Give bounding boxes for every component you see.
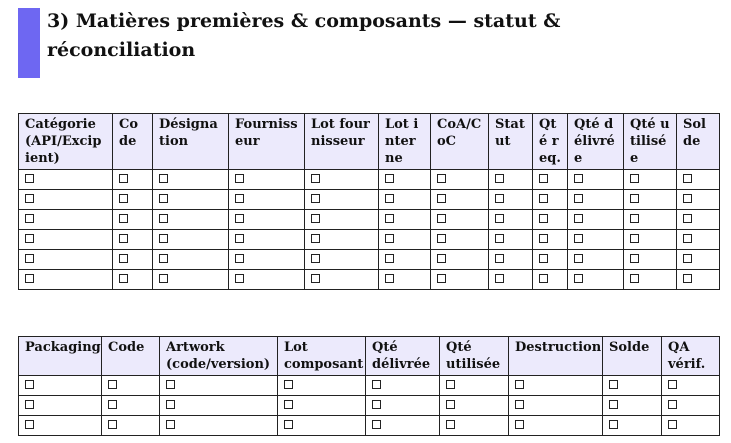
checkbox-icon[interactable] bbox=[385, 194, 394, 203]
table-cell bbox=[509, 376, 603, 396]
table-cell bbox=[366, 396, 440, 416]
table-cell bbox=[379, 170, 431, 190]
checkbox-icon[interactable] bbox=[25, 274, 34, 283]
section-title: 3) Matières premières & composants — statut & réconciliation bbox=[47, 10, 561, 61]
table-cell bbox=[624, 270, 677, 290]
checkbox-icon[interactable] bbox=[284, 380, 293, 389]
checkbox-icon[interactable] bbox=[284, 400, 293, 409]
table-cell bbox=[19, 210, 113, 230]
table-cell bbox=[568, 210, 624, 230]
table-cell bbox=[662, 416, 720, 436]
checkbox-icon[interactable] bbox=[574, 274, 583, 283]
checkbox-icon[interactable] bbox=[515, 420, 524, 429]
checkbox-icon[interactable] bbox=[235, 274, 244, 283]
table-cell bbox=[603, 416, 662, 436]
table-cell bbox=[431, 270, 489, 290]
checkbox-icon[interactable] bbox=[630, 174, 639, 183]
checkbox-icon[interactable] bbox=[683, 194, 692, 203]
checkbox-icon[interactable] bbox=[609, 400, 618, 409]
table-cell bbox=[509, 396, 603, 416]
checkbox-icon[interactable] bbox=[311, 214, 320, 223]
column-header: Solde bbox=[677, 114, 720, 170]
table-cell bbox=[229, 270, 305, 290]
table-cell bbox=[624, 170, 677, 190]
table-cell bbox=[305, 270, 379, 290]
checkbox-icon[interactable] bbox=[25, 380, 34, 389]
checkbox-icon[interactable] bbox=[311, 234, 320, 243]
table-cell bbox=[568, 170, 624, 190]
table-cell bbox=[533, 190, 568, 210]
table-cell bbox=[677, 230, 720, 250]
checkbox-icon[interactable] bbox=[437, 234, 446, 243]
checkbox-icon[interactable] bbox=[235, 234, 244, 243]
checkbox-icon[interactable] bbox=[385, 234, 394, 243]
table-cell bbox=[102, 416, 160, 436]
table-cell bbox=[229, 210, 305, 230]
table-cell bbox=[153, 170, 229, 190]
checkbox-icon[interactable] bbox=[372, 420, 381, 429]
column-header: Destruction bbox=[509, 337, 603, 376]
table-cell bbox=[229, 230, 305, 250]
checkbox-icon[interactable] bbox=[574, 174, 583, 183]
checkbox-icon[interactable] bbox=[539, 194, 548, 203]
table-cell bbox=[305, 190, 379, 210]
checkbox-icon[interactable] bbox=[25, 234, 34, 243]
table-cell bbox=[305, 170, 379, 190]
checkbox-icon[interactable] bbox=[119, 194, 128, 203]
checkbox-icon[interactable] bbox=[495, 194, 504, 203]
table-cell bbox=[229, 250, 305, 270]
table-cell bbox=[113, 230, 153, 250]
column-header: Qté utilisée bbox=[440, 337, 509, 376]
checkbox-icon[interactable] bbox=[284, 420, 293, 429]
table-cell bbox=[677, 270, 720, 290]
table-row bbox=[19, 170, 720, 190]
table-cell bbox=[568, 190, 624, 210]
column-header: Lot fournisseur bbox=[305, 114, 379, 170]
table-row bbox=[19, 210, 720, 230]
table-cell bbox=[379, 210, 431, 230]
table-cell bbox=[568, 230, 624, 250]
checkbox-icon[interactable] bbox=[108, 420, 117, 429]
table-cell bbox=[379, 270, 431, 290]
checkbox-icon[interactable] bbox=[495, 214, 504, 223]
table-cell bbox=[19, 250, 113, 270]
table-cell bbox=[153, 190, 229, 210]
table-cell bbox=[440, 416, 509, 436]
table-cell bbox=[568, 250, 624, 270]
table-cell bbox=[113, 190, 153, 210]
table-cell bbox=[19, 376, 102, 396]
section-accent-bar bbox=[18, 8, 40, 78]
checkbox-icon[interactable] bbox=[539, 214, 548, 223]
checkbox-icon[interactable] bbox=[159, 174, 168, 183]
column-header: Qté req. bbox=[533, 114, 568, 170]
table-cell bbox=[431, 170, 489, 190]
column-header: Catégorie (API/Excipient) bbox=[19, 114, 113, 170]
checkbox-icon[interactable] bbox=[311, 174, 320, 183]
checkbox-icon[interactable] bbox=[539, 254, 548, 263]
checkbox-icon[interactable] bbox=[311, 194, 320, 203]
table-cell bbox=[431, 250, 489, 270]
checkbox-icon[interactable] bbox=[495, 234, 504, 243]
table-row bbox=[19, 396, 720, 416]
table-cell bbox=[431, 210, 489, 230]
checkbox-icon[interactable] bbox=[385, 254, 394, 263]
packaging-header-row bbox=[19, 337, 720, 376]
checkbox-icon[interactable] bbox=[119, 254, 128, 263]
column-header: Solde bbox=[603, 337, 662, 376]
table-cell bbox=[102, 376, 160, 396]
checkbox-icon[interactable] bbox=[159, 194, 168, 203]
table-cell bbox=[533, 210, 568, 230]
checkbox-icon[interactable] bbox=[25, 214, 34, 223]
checkbox-icon[interactable] bbox=[108, 380, 117, 389]
checkbox-icon[interactable] bbox=[683, 214, 692, 223]
table-cell bbox=[153, 250, 229, 270]
checkbox-icon[interactable] bbox=[437, 274, 446, 283]
checkbox-icon[interactable] bbox=[515, 400, 524, 409]
table-cell bbox=[662, 376, 720, 396]
checkbox-icon[interactable] bbox=[235, 194, 244, 203]
table-cell bbox=[113, 250, 153, 270]
table-cell bbox=[153, 270, 229, 290]
checkbox-icon[interactable] bbox=[683, 174, 692, 183]
table-cell bbox=[624, 210, 677, 230]
table-cell bbox=[113, 170, 153, 190]
column-header: Désignation bbox=[153, 114, 229, 170]
checkbox-icon[interactable] bbox=[159, 254, 168, 263]
checkbox-icon[interactable] bbox=[437, 194, 446, 203]
table-cell bbox=[677, 170, 720, 190]
checkbox-icon[interactable] bbox=[539, 234, 548, 243]
table-cell bbox=[662, 396, 720, 416]
checkbox-icon[interactable] bbox=[630, 254, 639, 263]
table-cell bbox=[379, 190, 431, 210]
checkbox-icon[interactable] bbox=[235, 254, 244, 263]
checkbox-icon[interactable] bbox=[539, 274, 548, 283]
table-cell bbox=[533, 270, 568, 290]
table-cell bbox=[489, 170, 533, 190]
column-header: Qté délivrée bbox=[568, 114, 624, 170]
table-cell bbox=[366, 416, 440, 436]
table-cell bbox=[624, 230, 677, 250]
table-cell bbox=[489, 270, 533, 290]
table-cell bbox=[509, 416, 603, 436]
column-header: Statut bbox=[489, 114, 533, 170]
checkbox-icon[interactable] bbox=[119, 274, 128, 283]
checkbox-icon[interactable] bbox=[446, 380, 455, 389]
checkbox-icon[interactable] bbox=[25, 174, 34, 183]
checkbox-icon[interactable] bbox=[166, 420, 175, 429]
column-header: Lot composant bbox=[278, 337, 366, 376]
table-cell bbox=[677, 250, 720, 270]
column-header: Fournisseur bbox=[229, 114, 305, 170]
checkbox-icon[interactable] bbox=[25, 254, 34, 263]
checkbox-icon[interactable] bbox=[437, 174, 446, 183]
column-header: Code bbox=[113, 114, 153, 170]
table-row bbox=[19, 230, 720, 250]
table-cell bbox=[366, 376, 440, 396]
table-cell bbox=[677, 210, 720, 230]
checkbox-icon[interactable] bbox=[166, 400, 175, 409]
table-cell bbox=[113, 270, 153, 290]
table-cell bbox=[489, 190, 533, 210]
checkbox-icon[interactable] bbox=[609, 420, 618, 429]
table-cell bbox=[379, 230, 431, 250]
column-header: Code bbox=[102, 337, 160, 376]
table-cell bbox=[19, 170, 113, 190]
checkbox-icon[interactable] bbox=[495, 274, 504, 283]
materials-reconciliation-table bbox=[18, 113, 720, 290]
table-cell bbox=[603, 376, 662, 396]
checkbox-icon[interactable] bbox=[119, 234, 128, 243]
column-header: Packaging bbox=[19, 337, 102, 376]
checkbox-icon[interactable] bbox=[683, 254, 692, 263]
table-cell bbox=[603, 396, 662, 416]
column-header: Lot interne bbox=[379, 114, 431, 170]
table-cell bbox=[19, 270, 113, 290]
table-cell bbox=[19, 416, 102, 436]
checkbox-icon[interactable] bbox=[372, 400, 381, 409]
checkbox-icon[interactable] bbox=[668, 400, 677, 409]
table-cell bbox=[379, 250, 431, 270]
checkbox-icon[interactable] bbox=[119, 174, 128, 183]
table-cell bbox=[278, 396, 366, 416]
checkbox-icon[interactable] bbox=[630, 214, 639, 223]
table-cell bbox=[305, 230, 379, 250]
table-cell bbox=[19, 190, 113, 210]
table-cell bbox=[278, 416, 366, 436]
materials-header-row bbox=[19, 114, 720, 170]
checkbox-icon[interactable] bbox=[683, 274, 692, 283]
checkbox-icon[interactable] bbox=[385, 174, 394, 183]
checkbox-icon[interactable] bbox=[372, 380, 381, 389]
checkbox-icon[interactable] bbox=[668, 380, 677, 389]
table-cell bbox=[624, 190, 677, 210]
checkbox-icon[interactable] bbox=[311, 254, 320, 263]
table-cell bbox=[624, 250, 677, 270]
checkbox-icon[interactable] bbox=[25, 420, 34, 429]
column-header: Artwork (code/version) bbox=[160, 337, 278, 376]
table-row bbox=[19, 270, 720, 290]
checkbox-icon[interactable] bbox=[495, 254, 504, 263]
table-row bbox=[19, 376, 720, 396]
checkbox-icon[interactable] bbox=[630, 194, 639, 203]
checkbox-icon[interactable] bbox=[108, 400, 117, 409]
checkbox-icon[interactable] bbox=[159, 274, 168, 283]
checkbox-icon[interactable] bbox=[574, 214, 583, 223]
table-cell bbox=[533, 250, 568, 270]
column-header: QA vérif. bbox=[662, 337, 720, 376]
checkbox-icon[interactable] bbox=[235, 214, 244, 223]
checkbox-icon[interactable] bbox=[495, 174, 504, 183]
checkbox-icon[interactable] bbox=[385, 214, 394, 223]
column-header: Qté utilisée bbox=[624, 114, 677, 170]
table-cell bbox=[229, 190, 305, 210]
table-cell bbox=[229, 170, 305, 190]
table-cell bbox=[305, 250, 379, 270]
checkbox-icon[interactable] bbox=[515, 380, 524, 389]
checkbox-icon[interactable] bbox=[446, 400, 455, 409]
table-row bbox=[19, 250, 720, 270]
table-cell bbox=[533, 230, 568, 250]
checkbox-icon[interactable] bbox=[630, 274, 639, 283]
packaging-reconciliation-table bbox=[18, 336, 720, 436]
checkbox-icon[interactable] bbox=[446, 420, 455, 429]
table-cell bbox=[489, 250, 533, 270]
column-header: CoA/CoC bbox=[431, 114, 489, 170]
table-cell bbox=[305, 210, 379, 230]
checkbox-icon[interactable] bbox=[25, 194, 34, 203]
checkbox-icon[interactable] bbox=[159, 214, 168, 223]
checkbox-icon[interactable] bbox=[609, 380, 618, 389]
checkbox-icon[interactable] bbox=[166, 380, 175, 389]
table-row bbox=[19, 190, 720, 210]
checkbox-icon[interactable] bbox=[539, 174, 548, 183]
table-cell bbox=[19, 396, 102, 416]
table-cell bbox=[568, 270, 624, 290]
table-cell bbox=[153, 210, 229, 230]
checkbox-icon[interactable] bbox=[311, 274, 320, 283]
table-cell bbox=[153, 230, 229, 250]
table-cell bbox=[489, 230, 533, 250]
checkbox-icon[interactable] bbox=[437, 214, 446, 223]
table-cell bbox=[440, 396, 509, 416]
checkbox-icon[interactable] bbox=[25, 400, 34, 409]
checkbox-icon[interactable] bbox=[385, 274, 394, 283]
table-cell bbox=[431, 190, 489, 210]
checkbox-icon[interactable] bbox=[119, 214, 128, 223]
table-cell bbox=[431, 230, 489, 250]
checkbox-icon[interactable] bbox=[683, 234, 692, 243]
table-cell bbox=[19, 230, 113, 250]
column-header: Qté délivrée bbox=[366, 337, 440, 376]
table-cell bbox=[113, 210, 153, 230]
table-cell bbox=[677, 190, 720, 210]
checkbox-icon[interactable] bbox=[574, 234, 583, 243]
checkbox-icon[interactable] bbox=[574, 254, 583, 263]
table-cell bbox=[160, 416, 278, 436]
table-cell bbox=[440, 376, 509, 396]
checkbox-icon[interactable] bbox=[668, 420, 677, 429]
table-row bbox=[19, 416, 720, 436]
table-cell bbox=[533, 170, 568, 190]
table-cell bbox=[160, 396, 278, 416]
checkbox-icon[interactable] bbox=[159, 234, 168, 243]
table-cell bbox=[489, 210, 533, 230]
checkbox-icon[interactable] bbox=[437, 254, 446, 263]
table-cell bbox=[102, 396, 160, 416]
checkbox-icon[interactable] bbox=[630, 234, 639, 243]
table-cell bbox=[278, 376, 366, 396]
checkbox-icon[interactable] bbox=[574, 194, 583, 203]
table-cell bbox=[160, 376, 278, 396]
checkbox-icon[interactable] bbox=[235, 174, 244, 183]
